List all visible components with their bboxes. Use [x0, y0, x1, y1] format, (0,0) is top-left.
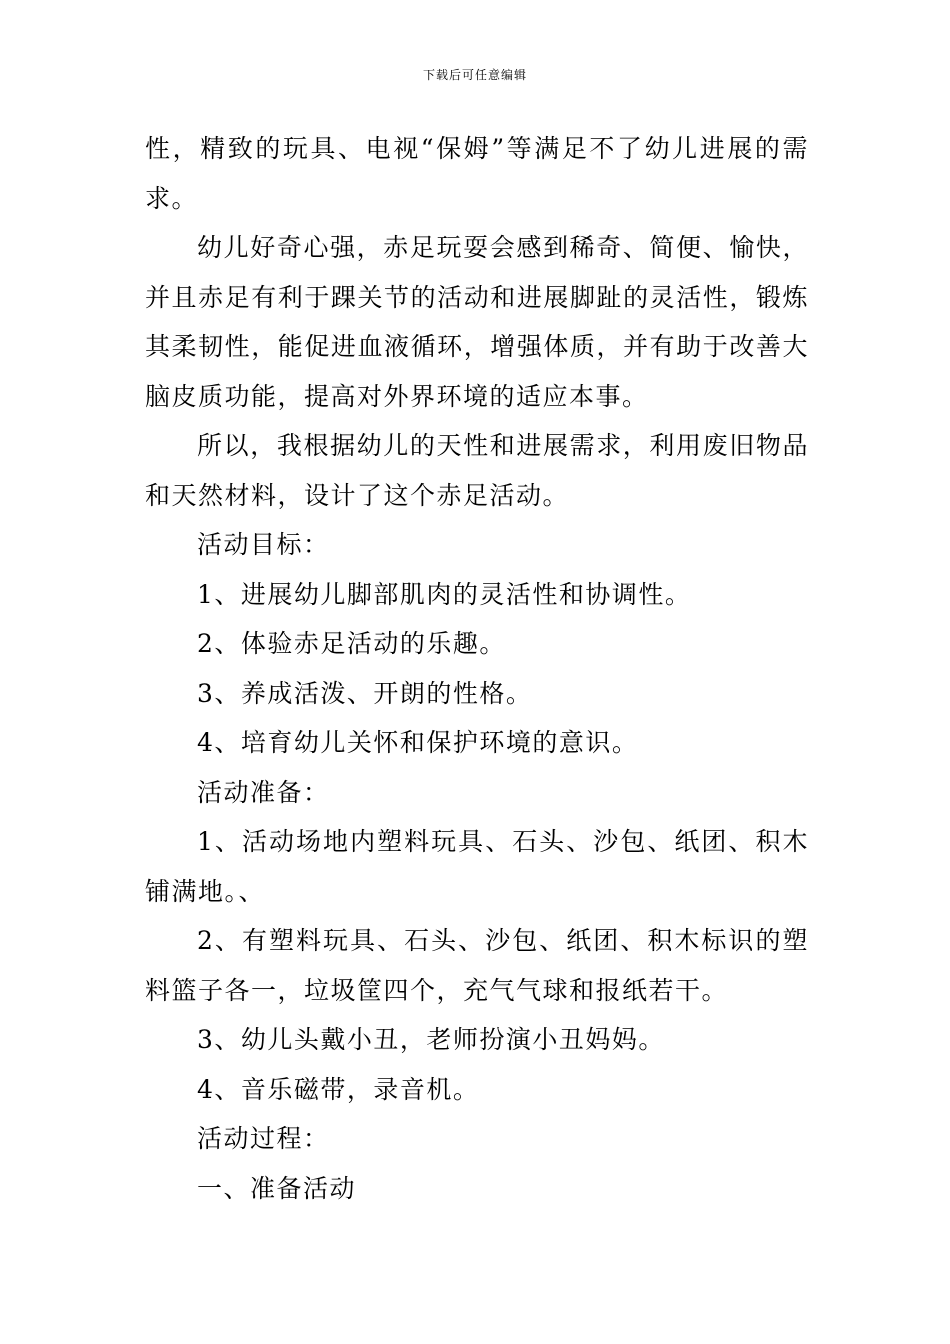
- goal-item-3: 3、养成活泼、开朗的性格。: [197, 678, 533, 708]
- page-header-note: 下载后可任意编辑: [422, 68, 527, 82]
- preparation-item-3: 3、幼儿头戴小丑，老师扮演小丑妈妈。: [197, 1025, 665, 1054]
- goal-item-2: 2、体验赤足活动的乐趣。: [197, 629, 506, 658]
- preparation-item-2: 2、有塑料玩具、石头、沙包、纸团、积木标识的塑料篮子各一，垃圾筐四个，充气气球和报纸若干。: [145, 926, 809, 1005]
- goal-item-4: 4、培育幼儿关怀和保护环境的意识。: [197, 728, 639, 757]
- section-heading-process: 活动过程：: [197, 1124, 330, 1153]
- preparation-item-1: 1、活动场地内塑料玩具、石头、沙包、纸团、积木铺满地。、: [145, 827, 809, 906]
- goal-item-1: 1、进展幼儿脚部肌肉的灵活性和协调性。: [197, 579, 692, 609]
- section-heading-goals: 活动目标：: [197, 530, 330, 559]
- document-body: [145, 124, 809, 1213]
- preparation-item-4: 4、音乐磁带，录音机。: [197, 1074, 480, 1104]
- process-step-1: 一、准备活动: [197, 1173, 357, 1203]
- paragraph-continuation: 性，精致的玩具、电视“保姆”等满足不了幼儿进展的需求。: [145, 134, 809, 213]
- paragraph-design-reason: 所以，我根据幼儿的天性和进展需求，利用废旧物品和天然材料，设计了这个赤足活动。: [145, 431, 809, 510]
- paragraph-curiosity: 幼儿好奇心强，赤足玩耍会感到稀奇、简便、愉快，并且赤足有利于踝关节的活动和进展脚趾的灵活性，锻炼其柔韧性，能促进血液循环，增强体质，并有助于改善大脑皮质功能，提高对外界环境的适应本事。: [145, 233, 809, 411]
- section-heading-preparation: 活动准备：: [197, 777, 330, 807]
